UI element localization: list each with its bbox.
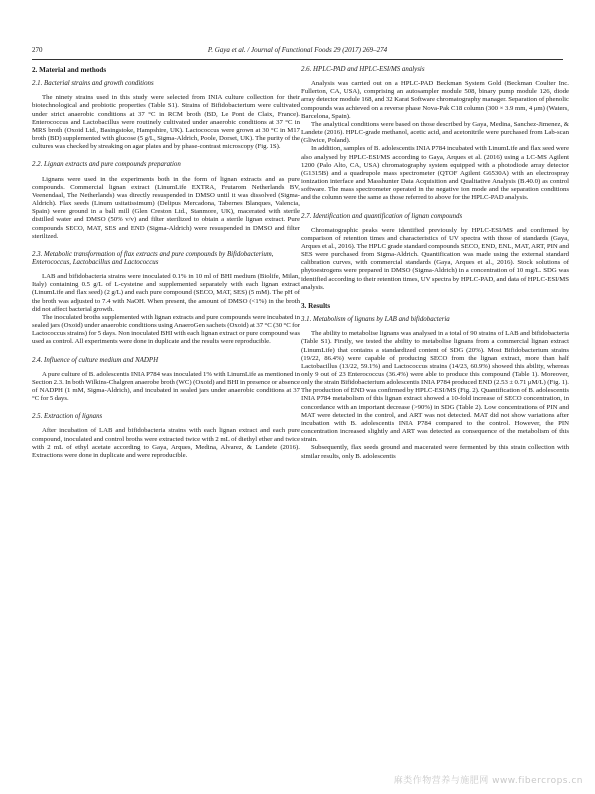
paragraph: The ninety strains used in this study were selected from INIA culture collection for their biotechnological and probiotic properties (Table S1). Strains of Bifidobacterium were cultivated under strict anaerobic conditions at 37 °C in RCM broth (BD, Le Pont de Claix, France). Enterococcus and Lactobacillus were routinely cultivated under anaerobic conditions at 37 °C in MRS broth (Oxoid Ltd., Basingstoke, Hampshire, UK). Lactococcus were grown at 30 °C in M17 broth (BD) supplemented with glucose (5 g/L, Sigma-Aldrich, Poole, Dorset, UK). The purity of the cultures was checked by streaking on agar plates and by phase-contrast microscopy (Fig. 1S). <box>32 94 300 151</box>
journal-citation: P. Gaya et al. / Journal of Functional Foods 29 (2017) 269–274 <box>207 46 388 54</box>
subsection-heading: 2.6. HPLC-PAD and HPLC-ESI/MS analysis <box>301 66 425 73</box>
paragraph: LAB and bifidobacteria strains were inoculated 0.1% in 10 ml of BHI medium (Biolife, Milan, Italy) containing 0.5 g/L of L-cysteine and supplemented separately with each lignan extract (LinumLife and flax seed) (2 g/L) and each pure compound (SECO, MAT, SES) (5 mM). The pH of the broth was adjusted to 7.4 with NaOH. When present, the amount of DMSO (<1%) in the broth did not affect bacterial growth. <box>32 273 300 313</box>
subsection-heading: 3.1. Metabolism of lignans by LAB and bifidobacteria <box>301 316 450 324</box>
left-column <box>32 66 300 460</box>
paragraph: The analytical conditions were based on those described by Gaya, Medina, Sanchez-Jimenez, & Landete (2016). HPLC-grade methanol, acetic acid, and acetonitrile were purchased from Lab-scan (Gliwice, Poland). <box>301 120 569 145</box>
subsection-heading: 2.4. Influence of culture medium and NADPH <box>32 356 159 364</box>
subsection-heading: 2.1. Bacterial strains and growth conditions <box>32 80 154 88</box>
section-heading: 2. Material and methods <box>32 66 107 74</box>
watermark: 麻类作物营养与施肥网 www.fibercrops.cn <box>393 776 583 786</box>
header-rule <box>32 59 563 60</box>
paragraph: After incubation of LAB and bifidobacteria strains with each lignan extract and each pure compound, inoculated and control broths were extracted twice with 2 mL of diethyl ether and twice with 2 mL of ethyl acetate according to Gaya, Arques, Medina, Alvarez, & Landete (2016). Extractions were done in duplicate and were reproducible. <box>32 427 300 459</box>
paragraph: The ability to metabolise lignans was analysed in a total of 90 strains of LAB and bifidobacteria (Table S1). Firstly, we tested the ability to metabolise lignans from a commercial lignan extract (LinumLife) that contains a standardized content of SDG (20%). Most Bifidobacterium strains (19/22, 86.4%) were capable of producing SECO from the lignan extract, more than half Lactobacillus (13/22, 59.1%) and Lactococcus strains (14/23, 60.9%) showed this ability, whereas only 9 out of 23 Enterococcus (36.4%) were able to produce this compound (Table 1). Moreover, only the strain Bifidobacterium adolescentis INIA P784 produced END (2.53 ± 0.71 μM/L) (Fig. 1). The production of END was confirmed by HPLC-ESI/MS (Fig. 2). Quantification of B. adolescentis INIA P784 metabolism of this lignan extract showed a 10-fold increase of SECO concentration, in concordance with an important decrease (>90%) in SDG (Table 2). Low concentrations of PIN and MAT were detected in the control, and ART was not detected. MAT did not show variations after incubation with B. adolescentis INIA P784 compared to the control. However, the PIN concentration increased slightly and ART was detected as consequence of the metabolism of this strain. <box>301 330 569 444</box>
paragraph: A pure culture of B. adolescentis INIA P784 was inoculated 1% with LinumLife as mentioned in Section 2.3. In both Wilkins-Chalgren anaerobe broth (WC) (Oxoid) and BHI in presence or absence of NADPH (1 mM, Sigma-Aldrich), and incubated in sealed jars under anaerobic conditions at 37 °C for 5 days. <box>32 370 300 403</box>
paragraph: The inoculated broths supplemented with lignan extracts and pure compounds were incubated in sealed jars (Oxoid) under anaerobic conditions using AnaeroGen sachets (Oxoid) at 37 °C (30 °C for Lactococcus strains) for 5 days. Non inoculated BHI with each lignan extract or pure compound was used as control. All experiments were done in duplicate and the results were reproducible. <box>32 313 300 346</box>
running-header <box>32 46 563 58</box>
paragraph: Chromatographic peaks were identified previously by HPLC-ESI/MS and confirmed by comparison of retention times and characteristics of UV spectra with those of standards (Gaya, Arques et al., 2016). The HPLC grade standard compounds SECO, END, ENL, MAT, ART, PIN and SES were purchased from Sigma-Aldrich. Quantification was made using the external standard calibration curves, with commercial standards (Gaya, Arques et al., 2016). Stock solutions of phytoestrogens were prepared in DMSO (Sigma-Aldrich) in a concentration of 10 mg/L. SDG was identified according to their retention times, UV spectra by HPLC-PAD, and data of HPLC-ESI/MS analysis. <box>301 226 569 291</box>
subsection-heading: 2.5. Extraction of lignans <box>32 413 103 421</box>
right-column <box>301 66 569 461</box>
paragraph: In addition, samples of B. adolescentis INIA P784 incubated with LinumLife and flax seed were also analysed by HPLC-ESI/MS according to Gaya, Arques et al. (2016) using a LC-MS Agilent 1200 (Palo Alto, CA, USA) chromatography system equipped with a photodiode array detector (G1315B) and a quadrupole mass spectrometer (QTOF Agilent G6530A) with an electrospray ionization interface and Masshunter Data Acquisition and Qualitative Analysis (B.40.0) as control software. The mass spectrometer operated in the negative ion mode and the separation conditions and the column were the same as those referred to above for the HPLC-PAD analysis. <box>301 145 569 202</box>
paragraph: Analysis was carried out on a HPLC-PAD Beckman System Gold (Beckman Coulter Inc. Fullerton, CA, USA), comprising an autosampler module 508, binary pump module 126, diode array detector module 168, and 32 Karat Software chromatography manager. Separation of phenolic compounds was achieved on a reverse phase Nova-Pak C18 column (300 × 3.9 mm, 4 μm) (Waters, Barcelona, Spain). <box>301 80 569 120</box>
paragraph: Lignans were used in the experiments both in the form of lignan extracts and as pure compounds. Commercial lignan extract (LinumLife EXTRA, Frutarom Netherlands BV, Veenendaal, The Netherlands) was directly resuspended in DMSO until it was dissolved (Sigma-Aldrich). Flax seeds (Linum usitatissimum) (Delipus Mercadona, Tabernes Blanques, Valencia, Spain) were ground in a ball mill (Glen Creston Ltd., Stanmore, UK), macerated with sterile distilled water and DMSO (50% v/v) and filter sterilized to obtain a sterile lignan extract. Pure compounds SECO, MAT, SES and END (Sigma-Aldrich) were resuspended in DMSO and filter sterilized. <box>32 175 300 240</box>
paragraph: Subsequently, flax seeds ground and macerated were fermented by this strain collection with similar results, only B. adolescentis <box>301 444 569 460</box>
subsection-heading: 2.7. Identification and quantification of lignan compounds <box>301 212 463 220</box>
subsection-heading: 2.2. Lignan extracts and pure compounds preparation <box>32 161 181 169</box>
page-number: 270 <box>32 46 43 54</box>
subsection-heading: 2.3. Metabolic transformation of flax extracts and pure compounds by Bifidobacterium, Enterococcus, Lactobacillus and Lactococcus <box>32 250 274 266</box>
section-heading: 3. Results <box>301 301 331 310</box>
